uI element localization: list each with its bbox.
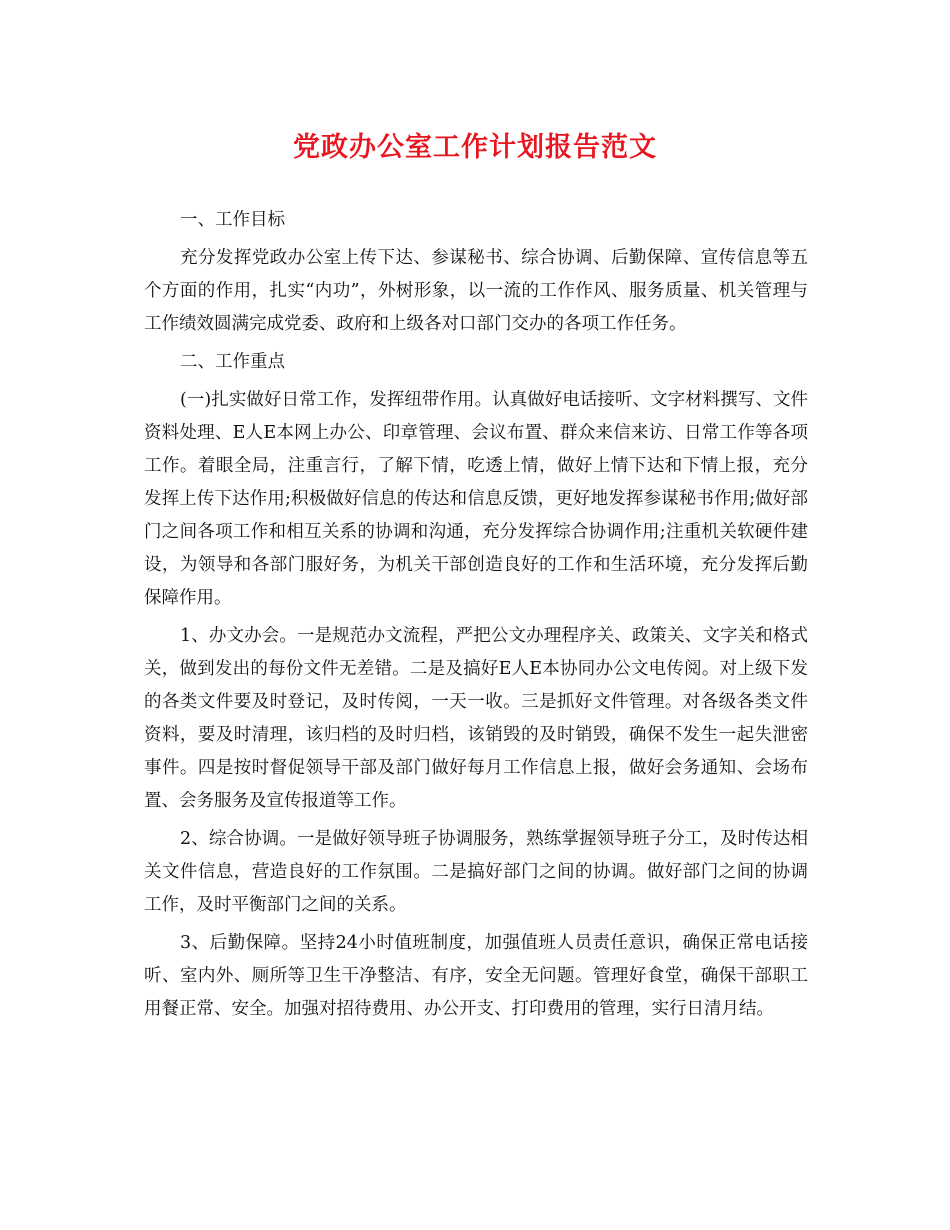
- section-heading-focus: 二、工作重点: [180, 352, 285, 372]
- paragraph-goals: 充分发挥党政办公室上传下达、参谋秘书、综合协调、后勤保障、宣传信息等五个方面的作用，扎实“内功”，外树形象，以一流的工作作风、服务质量、机关管理与工作绩效圆满完成党委、政府和上级各对口部门交办的各项工作任务。: [144, 248, 808, 334]
- document-title: 党政办公室工作计划报告范文: [293, 132, 657, 163]
- section-heading-goals: 一、工作目标: [180, 210, 285, 230]
- paragraph-document-meetings: 1、办文办会。一是规范办文流程，严把公文办理程序关、政策关、文字关和格式关，做到发出的每份文件无差错。二是及搞好E人E本协同办公文电传阅。对上级下发的各类文件要及时登记，及时传阅，一天一收。三是抓好文件管理。对各级各类文件资料，要及时清理，该归档的及时归档，该销毁的及时销毁，确保不发生一起失泄密事件。四是按时督促领导干部及部门做好每月工作信息上报，做好会务通知、会场布置、会务服务及宣传报道等工作。: [144, 626, 808, 811]
- paragraph-daily-work: (一)扎实做好日常工作，发挥纽带作用。认真做好电话接听、文字材料撰写、文件资料处理、E人E本网上办公、印章管理、会议布置、群众来信来访、日常工作等各项工作。着眼全局，注重言行，了解下情，吃透上情，做好上情下达和下情上报，充分发挥上传下达作用;积极做好信息的传达和信息反馈，更好地发挥参谋秘书作用;做好部门之间各项工作和相互关系的协调和沟通，充分发挥综合协调作用;注重机关软硬件建设，为领导和各部门服好务，为机关干部创造良好的工作和生活环境，充分发挥后勤保障作用。: [144, 390, 808, 608]
- document-body: [144, 204, 808, 1031]
- paragraph-logistics: 3、后勤保障。坚持24小时值班制度，加强值班人员责任意识，确保正常电话接听、室内外、厕所等卫生干净整洁、有序，安全无问题。管理好食堂，确保干部职工用餐正常、安全。加强对招待费用、办公开支、打印费用的管理，实行日清月结。: [144, 933, 808, 1019]
- paragraph-coordination: 2、综合协调。一是做好领导班子协调服务，熟练掌握领导班子分工，及时传达相关文件信息，营造良好的工作氛围。二是搞好部门之间的协调。做好部门之间的协调工作，及时平衡部门之间的关系。: [144, 829, 808, 915]
